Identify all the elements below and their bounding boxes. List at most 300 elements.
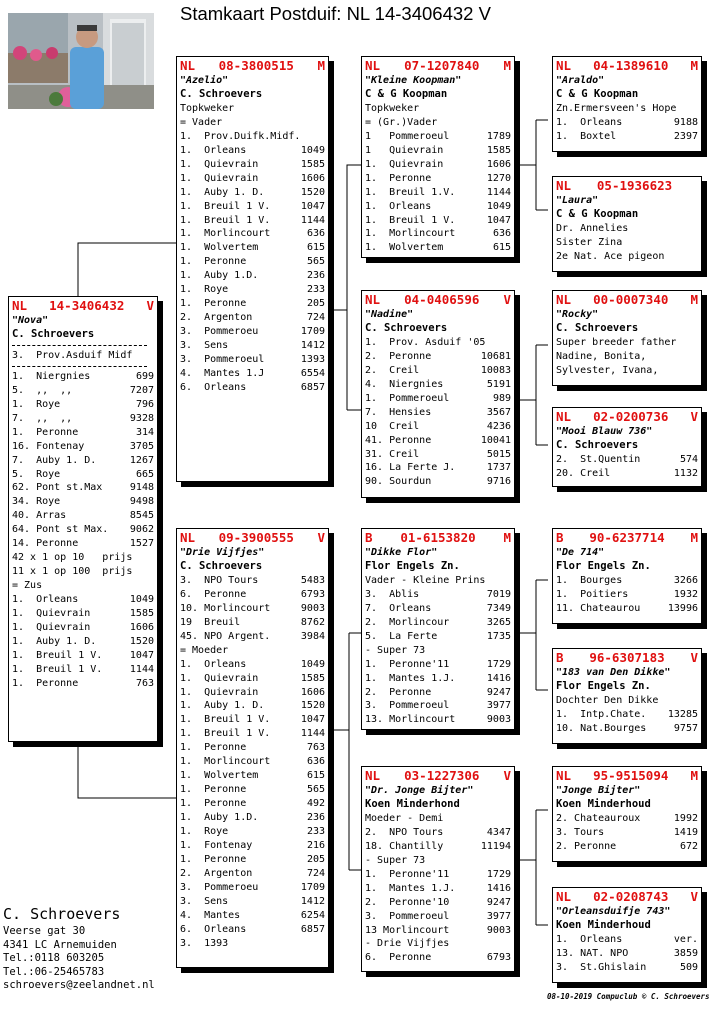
result-value: 236 xyxy=(306,270,325,282)
result-race: 13. Morlincourt xyxy=(365,714,456,726)
result-race: 1. Orleans xyxy=(556,933,623,945)
result-row xyxy=(180,186,325,200)
result-race: 3. Pommeroeu xyxy=(180,326,259,338)
ring-number: 95-9515094 xyxy=(593,768,669,783)
contact-email[interactable]: schroevers@zeelandnet.nl xyxy=(3,979,155,991)
ring-number: 00-0007340 xyxy=(593,292,669,307)
results-list xyxy=(556,453,698,481)
result-value: 1144 xyxy=(486,186,511,198)
result-row xyxy=(365,144,511,158)
result-race: 10 Creil xyxy=(365,420,420,432)
result-race: = Moeder xyxy=(180,644,229,656)
result-value: 7349 xyxy=(486,602,511,614)
result-race: 62. Pont st.Max xyxy=(12,482,103,494)
pigeon-name: "Mooi Blauw 736" xyxy=(556,426,653,437)
result-race: 1. Quievrain xyxy=(365,158,444,170)
result-value: 9003 xyxy=(486,714,511,726)
result-value: 724 xyxy=(306,867,325,879)
result-row xyxy=(180,241,325,255)
result-row xyxy=(365,630,511,644)
result-row xyxy=(180,311,325,325)
results-list xyxy=(556,933,698,975)
result-value: 615 xyxy=(306,770,325,782)
result-value: 1606 xyxy=(300,172,325,184)
result-race: 13 Morlincourt xyxy=(365,924,450,936)
result-row xyxy=(180,867,325,881)
pigeon-name: "Dikke Flor" xyxy=(365,547,438,558)
result-race: 1. Breuil 1 V. xyxy=(12,663,103,675)
result-row xyxy=(365,350,511,364)
result-row xyxy=(12,607,154,621)
result-row xyxy=(12,454,154,468)
result-row xyxy=(556,947,698,961)
result-row xyxy=(180,825,325,839)
result-row xyxy=(180,227,325,241)
result-value: 509 xyxy=(679,961,698,973)
result-race: 1. Auby 1. D. xyxy=(180,186,265,198)
ring-number: 08-3800515 xyxy=(218,58,294,73)
sex: M xyxy=(503,530,511,545)
result-row xyxy=(365,364,511,378)
result-race: 5. ,, ,, xyxy=(12,384,73,396)
pigeon-name: "Jonge Bijter" xyxy=(556,785,641,796)
result-row xyxy=(556,812,698,826)
result-value: 9247 xyxy=(486,896,511,908)
result-value: 1049 xyxy=(300,658,325,670)
result-row xyxy=(12,509,154,523)
result-race: 34. Roye xyxy=(12,496,61,508)
result-value: 724 xyxy=(306,312,325,324)
country-code: NL xyxy=(180,530,196,545)
result-race: 1. Auby 1.D. xyxy=(180,270,259,282)
result-value: 8762 xyxy=(300,616,325,628)
result-row xyxy=(365,826,511,840)
result-row xyxy=(556,722,698,736)
result-value: 9003 xyxy=(486,924,511,936)
result-race: 1. Peronne xyxy=(180,256,247,268)
description-line: = (Gr.)Vader xyxy=(365,116,438,128)
result-row xyxy=(180,339,325,353)
result-value: 216 xyxy=(306,840,325,852)
result-race: 6. Orleans xyxy=(180,381,247,393)
sex: M xyxy=(503,58,511,73)
result-race: 1. Breuil 1 V. xyxy=(180,214,271,226)
result-value: 9148 xyxy=(129,482,154,494)
sex: V xyxy=(503,768,511,783)
ring-number: 07-1207840 xyxy=(404,58,480,73)
divider xyxy=(12,345,147,346)
result-race: 2. Peronne'10 xyxy=(365,896,450,908)
country-code: B xyxy=(556,650,564,665)
result-value: 1520 xyxy=(129,635,154,647)
ring-number: 90-6237714 xyxy=(589,530,665,545)
result-value: 1419 xyxy=(673,826,698,838)
result-row xyxy=(365,420,511,434)
result-race: 1. Quievrain xyxy=(180,672,259,684)
result-race: 4. Mantes 1.J xyxy=(180,368,265,380)
result-row xyxy=(180,755,325,769)
result-value: 615 xyxy=(492,242,511,254)
description-line: Dr. Annelies xyxy=(556,222,629,234)
owner-name: Koen Minderhoud xyxy=(556,797,651,810)
owner-name: C. Schroevers xyxy=(556,438,639,451)
result-race: 1. Mantes 1.J. xyxy=(365,672,456,684)
result-value: 1144 xyxy=(129,663,154,675)
result-row xyxy=(556,467,698,481)
result-row xyxy=(12,384,154,398)
result-row xyxy=(365,644,511,658)
description-line: Sister Zina xyxy=(556,236,623,248)
result-row xyxy=(556,961,698,975)
result-value: 1144 xyxy=(300,214,325,226)
result-value: 5191 xyxy=(486,378,511,390)
result-race: 1. Quievrain xyxy=(180,158,259,170)
result-race: 7. Auby 1. D. xyxy=(12,454,97,466)
result-race: 16. Fontenay xyxy=(12,440,85,452)
sex: M xyxy=(317,58,325,73)
result-race: 3. St.Ghislain xyxy=(556,961,647,973)
footer-credit: 08-10-2019 Compuclub © C. Schroevers xyxy=(547,992,710,1001)
result-value: 1520 xyxy=(300,700,325,712)
owner-name: C. Schroevers xyxy=(12,327,95,340)
result-race: 11. Chateaurou xyxy=(556,602,641,614)
result-race: 1. Boxtel xyxy=(556,130,617,142)
result-value: 1585 xyxy=(486,144,511,156)
contact-city: 4341 LC Arnemuiden xyxy=(3,938,117,951)
result-value: 1049 xyxy=(129,594,154,606)
result-value: 10681 xyxy=(480,350,511,362)
result-race: 1. Niergnies xyxy=(12,370,91,382)
pigeon-card-mm xyxy=(361,766,515,972)
result-row xyxy=(365,448,511,462)
owner-name: C & G Koopman xyxy=(365,87,448,100)
result-race: 2. Morlincour xyxy=(365,616,450,628)
result-race: 6. Orleans xyxy=(180,923,247,935)
result-row xyxy=(180,367,325,381)
result-row xyxy=(556,574,698,588)
result-value: 3977 xyxy=(486,700,511,712)
pigeon-card-fm xyxy=(361,290,515,498)
result-race: 1. Breuil 1 V. xyxy=(180,728,271,740)
result-row xyxy=(556,588,698,602)
result-row xyxy=(12,370,154,384)
result-value: 8545 xyxy=(129,510,154,522)
result-row xyxy=(365,951,511,965)
result-row xyxy=(180,783,325,797)
result-value: 205 xyxy=(306,853,325,865)
pigeon-card-ff xyxy=(361,56,515,258)
result-row xyxy=(180,144,325,158)
pigeon-name: "Drie Vijfjes" xyxy=(180,547,265,558)
result-row xyxy=(12,440,154,454)
description-line: Dochter Den Dikke xyxy=(556,694,659,706)
result-value: 1267 xyxy=(129,454,154,466)
result-value: 565 xyxy=(306,784,325,796)
result-row xyxy=(365,392,511,406)
result-row xyxy=(556,130,698,144)
result-row xyxy=(365,713,511,727)
sex: V xyxy=(317,530,325,545)
result-row xyxy=(365,461,511,475)
result-value: 6857 xyxy=(300,381,325,393)
result-race: 5. Roye xyxy=(12,468,61,480)
results-list xyxy=(556,812,698,854)
sex: V xyxy=(690,889,698,904)
result-value: 1144 xyxy=(300,728,325,740)
result-row xyxy=(365,910,511,924)
contact-mobile: Tel.:06-25465783 xyxy=(3,965,105,978)
owner-name: C & G Koopman xyxy=(556,87,639,100)
result-value: 1606 xyxy=(129,622,154,634)
result-value: 763 xyxy=(306,742,325,754)
result-race: 18. Chantilly xyxy=(365,840,444,852)
result-race: 1 Quievrain xyxy=(365,144,444,156)
result-value: 636 xyxy=(306,756,325,768)
result-race: 3. Pommeroeul xyxy=(365,700,450,712)
result-row xyxy=(365,130,511,144)
result-value: 1992 xyxy=(673,812,698,824)
result-row xyxy=(556,933,698,947)
result-value: 636 xyxy=(306,228,325,240)
result-row xyxy=(365,672,511,686)
result-race: 1. Orleans xyxy=(180,144,247,156)
result-value: 11194 xyxy=(480,840,511,852)
result-value: 699 xyxy=(135,370,154,382)
result-value: 1270 xyxy=(486,172,511,184)
result-race: 7. ,, ,, xyxy=(12,412,73,424)
result-value: 1412 xyxy=(300,340,325,352)
result-value: 4347 xyxy=(486,826,511,838)
result-race: 1. Breuil 1 V. xyxy=(180,714,271,726)
result-row xyxy=(12,468,154,482)
result-row xyxy=(180,325,325,339)
owner-name: Flor Engels Zn. xyxy=(365,559,460,572)
result-row xyxy=(365,896,511,910)
owner-name: C. Schroevers xyxy=(556,321,639,334)
result-value: 10041 xyxy=(480,434,511,446)
result-value: 1585 xyxy=(300,158,325,170)
result-value: 3859 xyxy=(673,947,698,959)
result-row xyxy=(365,475,511,489)
result-value: 1709 xyxy=(300,326,325,338)
pigeon-card-fmm xyxy=(552,407,702,487)
result-race: 1. Orleans xyxy=(12,594,79,606)
result-race: 4. Niergnies xyxy=(365,378,444,390)
sex: M xyxy=(690,58,698,73)
result-race: 14. Peronne xyxy=(12,538,79,550)
result-row xyxy=(12,426,154,440)
result-race: 3. Pommeroeul xyxy=(180,354,265,366)
result-row xyxy=(365,241,511,255)
result-row xyxy=(180,269,325,283)
result-value: 9498 xyxy=(129,496,154,508)
result-race: 1. Prov. Asduif '05 xyxy=(365,336,486,348)
result-race: 2. Creil xyxy=(365,364,420,376)
result-value: 672 xyxy=(679,840,698,852)
result-value: 3977 xyxy=(486,910,511,922)
result-row xyxy=(180,686,325,700)
description-line: Vader - Kleine Prins xyxy=(365,574,486,586)
result-row xyxy=(365,172,511,186)
result-value: 6254 xyxy=(300,909,325,921)
result-race: 40. Arras xyxy=(12,510,67,522)
result-race: 1. Breuil 1 V. xyxy=(180,200,271,212)
country-code: NL xyxy=(556,178,572,193)
result-race: 1. Morlincourt xyxy=(180,756,271,768)
pigeon-card-fff xyxy=(552,56,702,152)
result-value: 7207 xyxy=(129,384,154,396)
country-code: B xyxy=(556,530,564,545)
result-row xyxy=(365,616,511,630)
sex: V xyxy=(690,650,698,665)
result-value: 763 xyxy=(135,677,154,689)
country-code: NL xyxy=(365,768,381,783)
result-race: 1. Wolvertem xyxy=(180,770,259,782)
result-row xyxy=(180,588,325,602)
result-row xyxy=(12,537,154,551)
result-row xyxy=(365,336,511,350)
result-race: 19 Breuil xyxy=(180,616,241,628)
country-code: NL xyxy=(365,292,381,307)
pigeon-card-mmm xyxy=(552,887,702,983)
pigeon-name: "Azelio" xyxy=(180,75,229,86)
result-value: 9062 xyxy=(129,524,154,536)
result-value: 1729 xyxy=(486,658,511,670)
description-line: Super breeder father xyxy=(556,336,677,348)
result-race: 1. Fontenay xyxy=(180,840,253,852)
result-row xyxy=(180,200,325,214)
result-race: 90. Sourdun xyxy=(365,476,432,488)
result-row xyxy=(365,924,511,938)
results-list xyxy=(12,370,154,691)
results-list xyxy=(365,588,511,728)
result-race: 16. La Ferte J. xyxy=(365,462,456,474)
result-race: 1. Quievrain xyxy=(180,686,259,698)
pigeon-card-main xyxy=(8,296,158,742)
result-race: - Drie Vijfjes xyxy=(365,938,450,950)
result-race: 13. NAT. NPO xyxy=(556,947,629,959)
result-row xyxy=(180,895,325,909)
result-value: 3705 xyxy=(129,440,154,452)
result-row xyxy=(180,255,325,269)
result-race: 1. Quievrain xyxy=(12,608,91,620)
results-list xyxy=(556,574,698,616)
country-code: NL xyxy=(556,58,572,73)
result-row xyxy=(365,840,511,854)
result-row xyxy=(180,672,325,686)
result-row xyxy=(12,523,154,537)
result-value: 3984 xyxy=(300,630,325,642)
result-row xyxy=(180,839,325,853)
ring-number: 96-6307183 xyxy=(589,650,665,665)
owner-name: C & G Koopman xyxy=(556,207,639,220)
result-row xyxy=(365,937,511,951)
result-row xyxy=(180,574,325,588)
result-row xyxy=(12,551,154,565)
pigeon-card-mf xyxy=(361,528,515,730)
result-race: 3. 1393 xyxy=(180,937,229,949)
result-race: 1. Peronne xyxy=(180,742,247,754)
result-row xyxy=(556,602,698,616)
results-list xyxy=(365,130,511,256)
result-race: 2. Peronne xyxy=(556,840,617,852)
result-row xyxy=(180,630,325,644)
result-race: 1 Pommeroeul xyxy=(365,130,450,142)
description-line: Moeder - Demi xyxy=(365,812,444,824)
result-race: 11 x 1 op 100 prijs xyxy=(12,566,133,578)
result-value: 1047 xyxy=(486,214,511,226)
result-row xyxy=(12,635,154,649)
result-row xyxy=(365,602,511,616)
result-row xyxy=(180,381,325,395)
result-race: 3. Pommeroeul xyxy=(365,910,450,922)
pigeon-name: "Araldo" xyxy=(556,75,605,86)
result-race: = Zus xyxy=(12,580,43,592)
result-row xyxy=(365,854,511,868)
result-race: 1. Quievrain xyxy=(180,172,259,184)
result-row xyxy=(180,937,325,951)
pigeon-card-father xyxy=(176,56,329,482)
result-row xyxy=(180,214,325,228)
result-row xyxy=(365,686,511,700)
result-value: 3567 xyxy=(486,406,511,418)
result-value: 1416 xyxy=(486,672,511,684)
result-race: 1. Auby 1. D. xyxy=(12,635,97,647)
result-race: 1. Morlincourt xyxy=(180,228,271,240)
result-row xyxy=(180,699,325,713)
results-list xyxy=(180,130,325,395)
result-row xyxy=(180,616,325,630)
result-value: 2397 xyxy=(673,130,698,142)
result-row xyxy=(180,811,325,825)
result-value: 1049 xyxy=(486,200,511,212)
result-value: 13285 xyxy=(667,708,698,720)
result-race: - Super 73 xyxy=(365,644,426,656)
result-race: 1. Peronne'11 xyxy=(365,868,450,880)
result-race: 2. Argenton xyxy=(180,867,253,879)
result-race: 2. St.Quentin xyxy=(556,453,641,465)
result-race: 3. Ablis xyxy=(365,588,420,600)
pigeon-name: "De 714" xyxy=(556,547,605,558)
description-line: Nadine, Bonita, xyxy=(556,350,647,362)
result-row xyxy=(365,882,511,896)
result-value: 1789 xyxy=(486,130,511,142)
ring-number: 09-3900555 xyxy=(218,530,294,545)
result-race: 1. Orleans xyxy=(556,116,623,128)
result-row xyxy=(180,727,325,741)
results-list xyxy=(365,826,511,966)
result-value: 1520 xyxy=(300,186,325,198)
result-row xyxy=(12,621,154,635)
result-row xyxy=(180,713,325,727)
country-code: B xyxy=(365,530,373,545)
result-race: 2. NPO Tours xyxy=(365,826,444,838)
result-value: 6793 xyxy=(300,588,325,600)
result-row xyxy=(180,297,325,311)
result-race: 31. Creil xyxy=(365,448,420,460)
description-line: Zn.Ermersveen's Hope xyxy=(556,102,677,114)
pigeon-card-mmf xyxy=(552,766,702,862)
ring-number: 04-1389610 xyxy=(593,58,669,73)
result-row xyxy=(365,658,511,672)
result-row xyxy=(365,158,511,172)
result-race: 3. Pommeroeu xyxy=(180,881,259,893)
result-race: 1. Peronne xyxy=(180,784,247,796)
result-value: 1416 xyxy=(486,882,511,894)
result-race: 1. Pommeroeul xyxy=(365,392,450,404)
description-line: 2e Nat. Ace pigeon xyxy=(556,250,665,262)
pigeon-card-fmf xyxy=(552,290,702,386)
